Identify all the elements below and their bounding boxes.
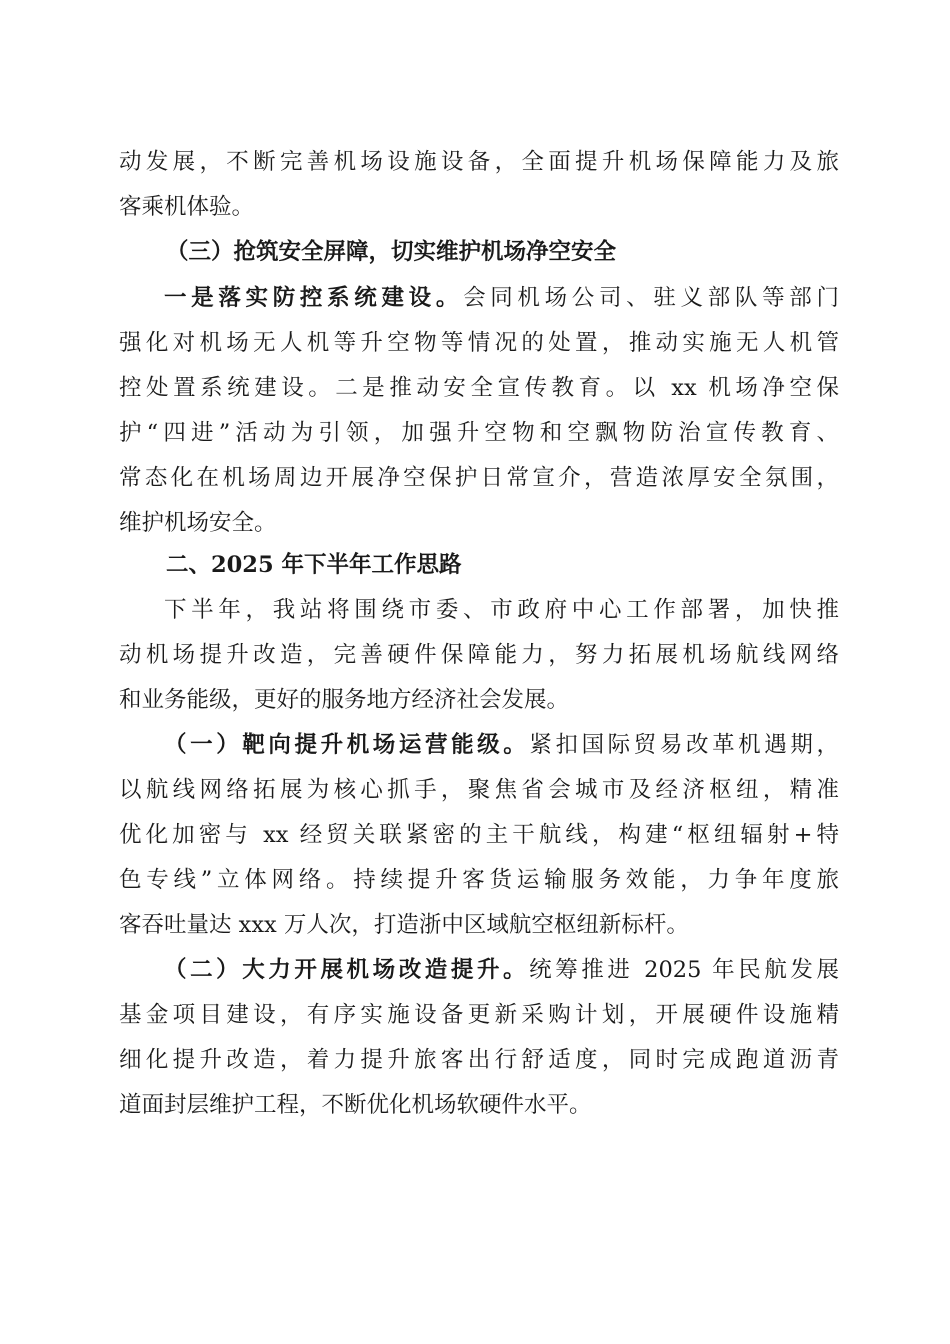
section3-line-5: 常态化在机场周边开展净空保护日常宣介，营造浓厚安全氛围，: [119, 465, 839, 491]
intro-line-1: 动发展，不断完善机场设施设备，全面提升机场保障能力及旅: [119, 149, 839, 175]
part2-line-1: 下半年，我站将围绕市委、市政府中心工作部署，加快推: [164, 597, 839, 623]
intro-line-2: 客乘机体验。: [119, 194, 255, 220]
item1-lead: （一）靶向提升机场运营能级。: [164, 732, 530, 758]
item2-line-4: 道面封层维护工程，不断优化机场软硬件水平。: [119, 1092, 592, 1118]
section3-lead: 一是落实防控系统建设。: [164, 285, 464, 311]
item1-line-4: 色专线”立体网络。持续提升客货运输服务效能，力争年度旅: [119, 867, 839, 893]
item1-line-5: 客吞吐量达 xxx 万人次，打造浙中区域航空枢纽新标杆。: [119, 912, 689, 938]
item2-line-2: 基金项目建设，有序实施设备更新采购计划，开展硬件设施精: [119, 1002, 839, 1028]
item1-line-2: 以航线网络拓展为核心抓手，聚焦省会城市及经济枢纽，精准: [119, 777, 839, 803]
section3-heading: （三）抢筑安全屏障，切实维护机场净空安全: [166, 239, 617, 265]
part2-line-2: 动机场提升改造，完善硬件保障能力，努力拓展机场航线网络: [119, 642, 839, 668]
item2-line-3: 细化提升改造，着力提升旅客出行舒适度，同时完成跑道沥青: [119, 1047, 839, 1073]
item1-line-1: [164, 730, 839, 760]
section3-line-3: 控处置系统建设。二是推动安全宣传教育。以 xx 机场净空保: [119, 375, 839, 401]
section3-line-4: 护“四进”活动为引领，加强升空物和空飘物防治宣传教育、: [119, 420, 839, 446]
part2-heading: 二、2025 年下半年工作思路: [166, 552, 462, 578]
item1-line-3: 优化加密与 xx 经贸关联紧密的主干航线，构建“枢纽辐射+特: [119, 822, 839, 848]
item1-line1-rest: 紧扣国际贸易改革机遇期，: [529, 732, 839, 758]
section3-line1-rest: 会同机场公司、驻义部队等部门: [463, 285, 839, 311]
item2-line1-rest: 统筹推进 2025 年民航发展: [529, 957, 839, 983]
item2-line-1: [164, 955, 839, 985]
section3-line-1: [164, 283, 839, 313]
section3-line-2: 强化对机场无人机等升空物等情况的处置，推动实施无人机管: [119, 330, 839, 356]
part2-line-3: 和业务能级，更好的服务地方经济社会发展。: [119, 687, 570, 713]
section3-line-6: 维护机场安全。: [119, 510, 277, 536]
item2-lead: （二）大力开展机场改造提升。: [164, 957, 530, 983]
